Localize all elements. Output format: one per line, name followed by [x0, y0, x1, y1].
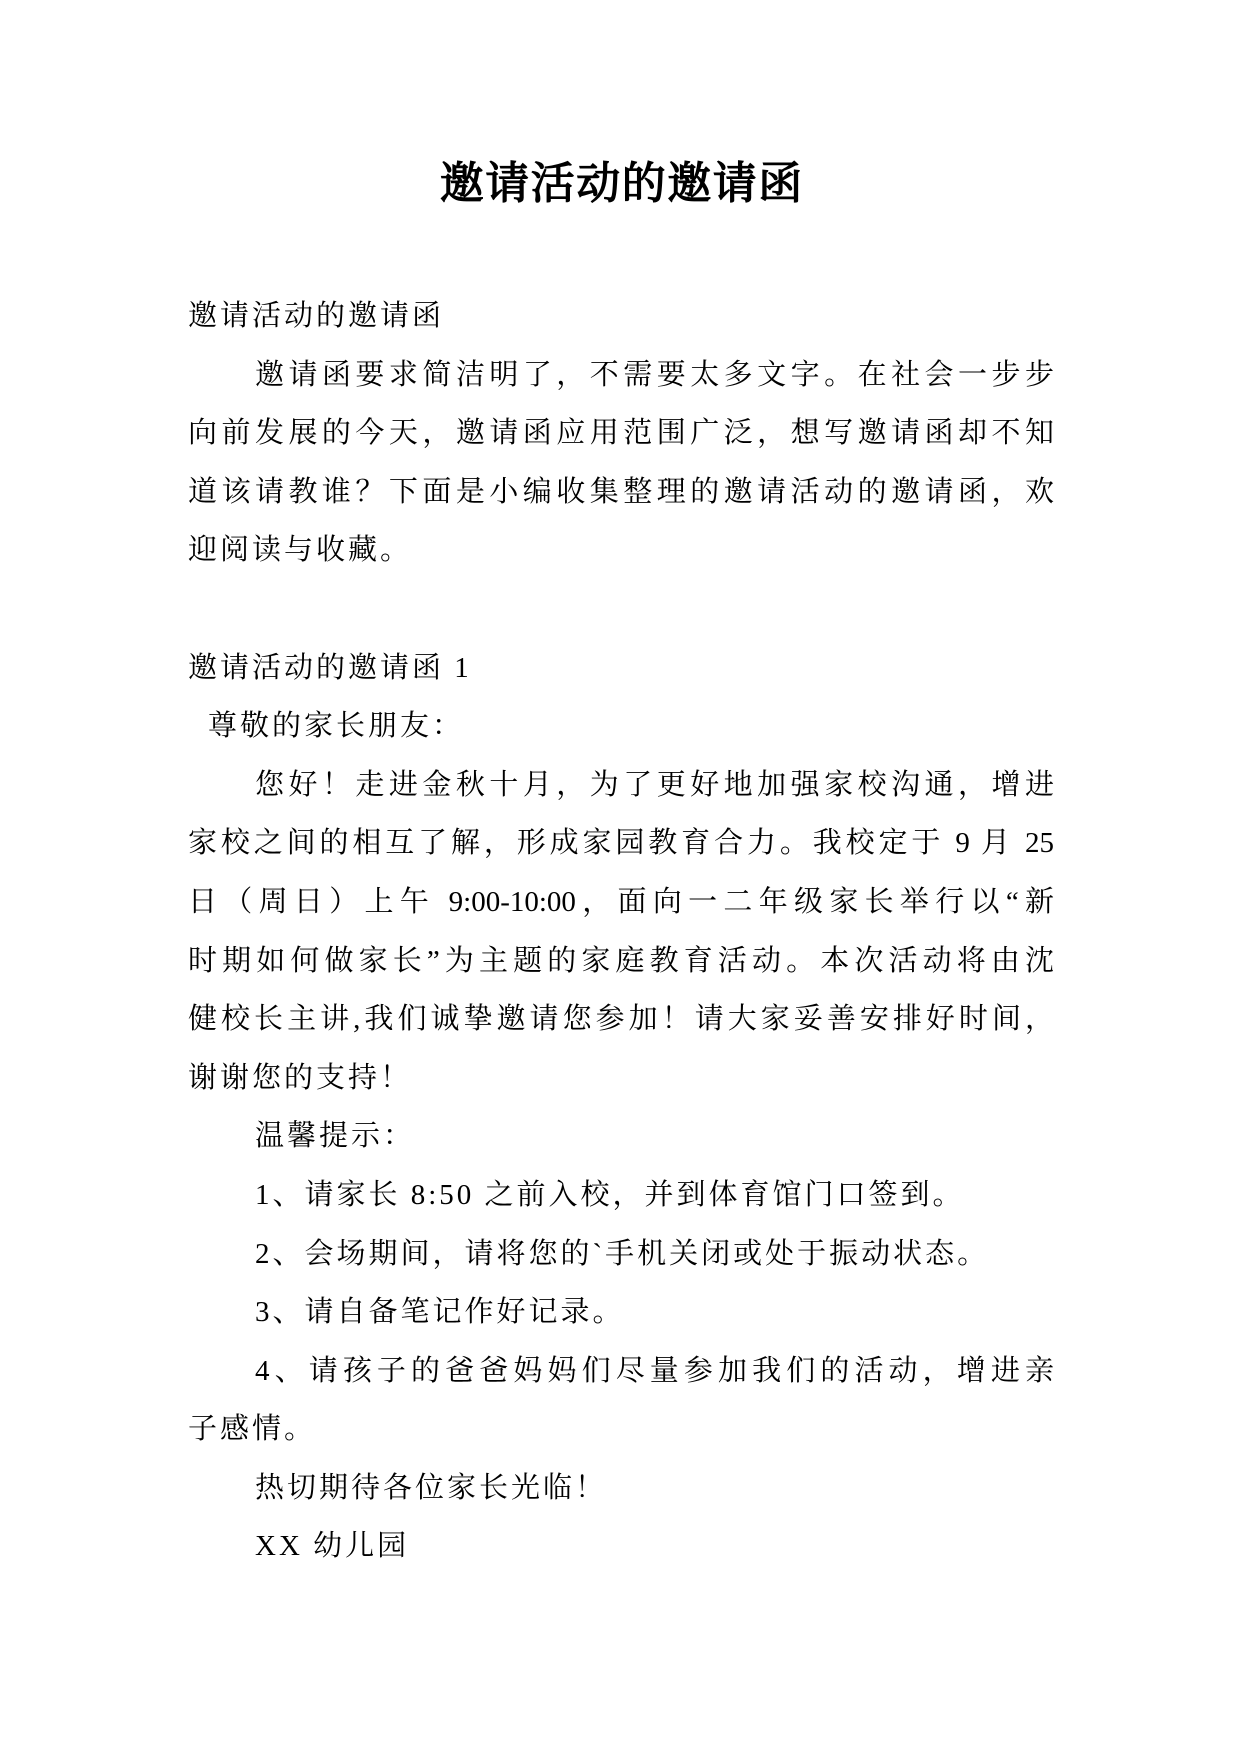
letter-heading: 邀请活动的邀请函 1	[188, 651, 472, 684]
intro-paragraph-line: 向前发展的今天，邀请函应用范围广泛，想写邀请函却不知	[188, 417, 1054, 450]
tip-item-3: 3、请自备笔记作好记录。	[255, 1296, 625, 1329]
intro-paragraph-line: 道该请教谁？下面是小编收集整理的邀请活动的邀请函，欢	[188, 475, 1054, 508]
signature: XX 幼儿园	[255, 1530, 410, 1563]
intro-paragraph-line: 迎阅读与收藏。	[188, 534, 413, 567]
body-paragraph-line: 日（周日）上午 9:00-10:00，面向一二年级家长举行以“新	[188, 885, 1054, 918]
body-paragraph-line: 谢谢您的支持！	[188, 1061, 413, 1094]
tip-item-4-continued: 子感情。	[188, 1413, 317, 1446]
tips-heading: 温馨提示：	[255, 1120, 416, 1153]
tip-item-2: 2、会场期间，请将您的`手机关闭或处于振动状态。	[255, 1237, 990, 1270]
salutation: 尊敬的家长朋友：	[208, 710, 465, 743]
intro-paragraph-line: 邀请函要求简洁明了，不需要太多文字。在社会一步步	[255, 358, 1054, 391]
closing-line: 热切期待各位家长光临！	[255, 1471, 608, 1504]
body-paragraph-line: 时期如何做家长”为主题的家庭教育活动。本次活动将由沈	[188, 944, 1054, 977]
blank-line	[188, 580, 1054, 639]
document-title: 邀请活动的邀请函	[439, 159, 804, 208]
intro-heading: 邀请活动的邀请函	[188, 300, 445, 332]
body-paragraph-line: 健校长主讲,我们诚挚邀请您参加！请大家妥善安排好时间，	[188, 1003, 1054, 1036]
body-paragraph-line: 家校之间的相互了解，形成家园教育合力。我校定于 9 月 25	[188, 827, 1054, 860]
tip-item-4: 4、请孩子的爸爸妈妈们尽量参加我们的活动，增进亲	[255, 1354, 1054, 1387]
body-paragraph-line: 您好！走进金秋十月，为了更好地加强家校沟通，增进	[255, 768, 1054, 801]
tip-item-1: 1、请家长 8:50 之前入校，并到体育馆门口签到。	[255, 1178, 965, 1211]
document-body	[188, 287, 1054, 1576]
